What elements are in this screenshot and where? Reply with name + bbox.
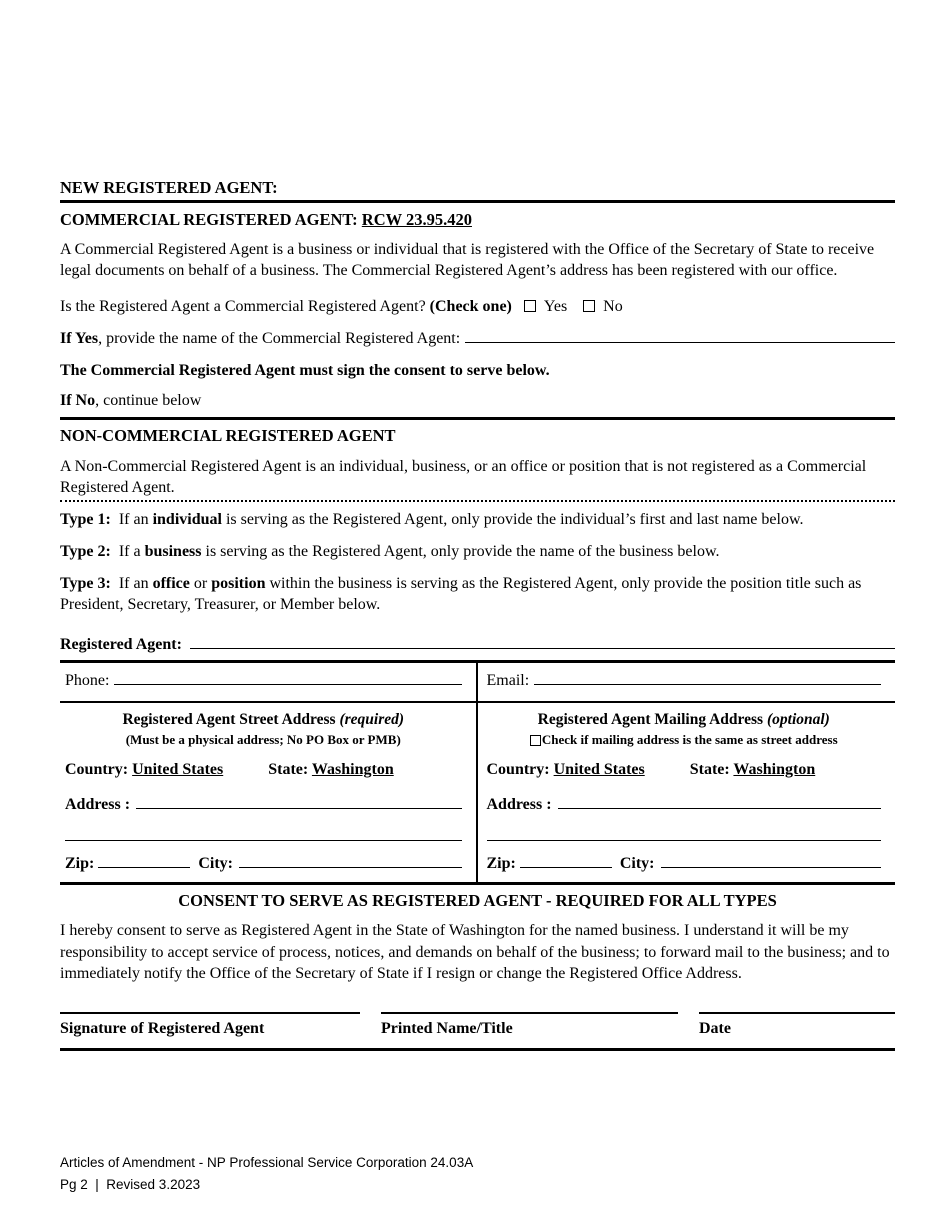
registered-agent-name-field[interactable]: [190, 644, 895, 649]
same-as-street-row: [487, 732, 882, 748]
mailing-address-column: [478, 663, 896, 882]
mailing-country-group: [487, 759, 645, 780]
mailing-address-label: Address :: [486, 796, 552, 813]
date-label: Date: [699, 1019, 731, 1037]
street-country-group: [65, 759, 223, 780]
mailing-country-state-row: [487, 759, 882, 780]
email-field[interactable]: [534, 680, 881, 685]
date-field[interactable]: [699, 1012, 895, 1014]
no-checkbox[interactable]: [583, 300, 595, 312]
street-address-field[interactable]: [136, 804, 461, 809]
signature-row: [60, 1012, 895, 1039]
signature-field[interactable]: [60, 1012, 360, 1014]
mailing-country-label: Country:: [486, 761, 554, 778]
commercial-agent-name-field[interactable]: [465, 338, 895, 343]
street-address-title: [65, 709, 462, 730]
if-yes-line: [60, 328, 895, 349]
question-text: Is the Registered Agent a Commercial Registered Agent?: [60, 298, 426, 315]
section-divider: [60, 200, 895, 203]
new-registered-agent-heading: NEW REGISTERED AGENT:: [60, 178, 278, 197]
street-state-label: State:: [268, 761, 312, 778]
mailing-city-field[interactable]: [661, 863, 882, 868]
same-as-street-label: Check if mailing address is the same as street address: [541, 732, 838, 747]
phone-row: [60, 663, 476, 703]
type2-line: Type 2: If a business is serving as the Registered Agent, only provide the name of the business below.: [60, 543, 720, 560]
consent-heading: CONSENT TO SERVE AS REGISTERED AGENT - REQUIRED FOR ALL TYPES: [178, 891, 777, 910]
footer-doc-title: Articles of Amendment - NP Professional Service Corporation 24.03A: [60, 1155, 474, 1170]
if-no-line: [60, 390, 895, 411]
street-state-value: Washington: [311, 761, 394, 778]
printed-name-column: [381, 1012, 678, 1039]
email-row: [478, 663, 896, 703]
must-sign-note: The Commercial Registered Agent must sign the consent to serve below.: [60, 362, 550, 379]
mailing-city-label: City:: [619, 855, 655, 872]
street-address-row: [65, 794, 462, 815]
no-label: No: [603, 298, 623, 315]
signature-label: Signature of Registered Agent: [60, 1019, 265, 1037]
page-footer: [60, 1152, 473, 1196]
check-one-label: (Check one): [429, 298, 512, 315]
yes-checkbox[interactable]: [524, 300, 536, 312]
date-column: [699, 1012, 895, 1039]
mailing-zip-city-row: [487, 853, 882, 874]
mailing-zip-field[interactable]: [520, 863, 612, 868]
noncommercial-agent-heading: NON-COMMERCIAL REGISTERED AGENT: [60, 426, 396, 445]
email-label: Email:: [486, 672, 530, 689]
rcw-link[interactable]: RCW 23.95.420: [361, 210, 472, 229]
street-city-field[interactable]: [239, 863, 462, 868]
consent-body: I hereby consent to serve as Registered Agent in the State of Washington for the named business. I understand it will be my responsibility to accept service of process, notices, and demands on behalf of the business; to forward mail to the business; and to immediately notify the Office of the Secretary of State if I resign or change the Registered Office Address.: [60, 922, 890, 982]
commercial-agent-heading: [60, 209, 895, 230]
street-address-title-qualifier: (required): [339, 711, 405, 728]
printed-name-field[interactable]: [381, 1012, 678, 1014]
registered-agent-line: [60, 634, 895, 655]
mailing-country-value: United States: [553, 761, 645, 778]
mailing-address-field[interactable]: [558, 804, 881, 809]
type1-line: Type 1: If an individual is serving as the Registered Agent, only provide the individual’s first and last name below.: [60, 511, 804, 528]
commercial-agent-question-line: [60, 296, 895, 317]
yes-label: Yes: [543, 298, 568, 315]
commercial-agent-heading-text: COMMERCIAL REGISTERED AGENT:: [60, 210, 358, 229]
section-divider: [60, 1048, 895, 1051]
commercial-agent-description: A Commercial Registered Agent is a business or individual that is registered with the Office of the Secretary of State to receive legal documents on behalf of a business. The Commercial Registered Agent’s address has been registered with our office.: [60, 241, 875, 279]
street-city-label: City:: [198, 855, 233, 872]
if-no-label: If No: [60, 392, 96, 409]
mailing-address-title-qualifier: (optional): [766, 711, 830, 728]
street-address-column: [60, 663, 478, 882]
section-divider: [60, 417, 895, 420]
if-yes-label: If Yes: [60, 330, 99, 347]
if-yes-text: , provide the name of the Commercial Registered Agent:: [98, 330, 461, 347]
type3-line: Type 3: If an office or position within the business is serving as the Registered Agent, only provide the position title such as President, Secretary, Treasurer, or Member below.: [60, 575, 866, 613]
footer-page-info: Pg 2 | Revised 3.2023: [60, 1177, 201, 1192]
mailing-zip-label: Zip:: [486, 855, 516, 872]
street-state-group: [268, 759, 394, 780]
street-address-title-text: Registered Agent Street Address: [122, 711, 340, 728]
street-zip-label: Zip:: [65, 855, 95, 872]
phone-field[interactable]: [114, 680, 461, 685]
street-address-note: (Must be a physical address; No PO Box or PMB): [125, 732, 401, 747]
registered-agent-label: Registered Agent:: [60, 636, 182, 653]
street-country-value: United States: [132, 761, 224, 778]
phone-label: Phone:: [65, 672, 110, 689]
mailing-address-row: [487, 794, 882, 815]
noncommercial-agent-description: A Non-Commercial Registered Agent is an individual, business, or an office or position that is not registered as a Commercial Registered Agent.: [60, 458, 867, 496]
mailing-address-title: [487, 709, 882, 730]
agent-contact-table: [60, 660, 895, 885]
printed-name-label: Printed Name/Title: [381, 1019, 513, 1037]
same-as-street-checkbox[interactable]: [530, 735, 541, 746]
dotted-divider: [60, 500, 895, 502]
street-country-label: Country:: [65, 761, 133, 778]
street-address-field-line2[interactable]: [65, 840, 462, 841]
street-zip-field[interactable]: [98, 863, 190, 868]
mailing-state-label: State:: [689, 761, 734, 778]
mailing-address-field-line2[interactable]: [487, 840, 882, 841]
street-zip-city-row: [65, 853, 462, 874]
mailing-address-title-text: Registered Agent Mailing Address: [537, 711, 767, 728]
mailing-state-value: Washington: [733, 761, 816, 778]
mailing-state-group: [690, 759, 816, 780]
street-country-state-row: [65, 759, 462, 780]
street-address-label: Address :: [65, 796, 131, 813]
if-no-text: , continue below: [95, 392, 202, 409]
signature-column: [60, 1012, 360, 1039]
